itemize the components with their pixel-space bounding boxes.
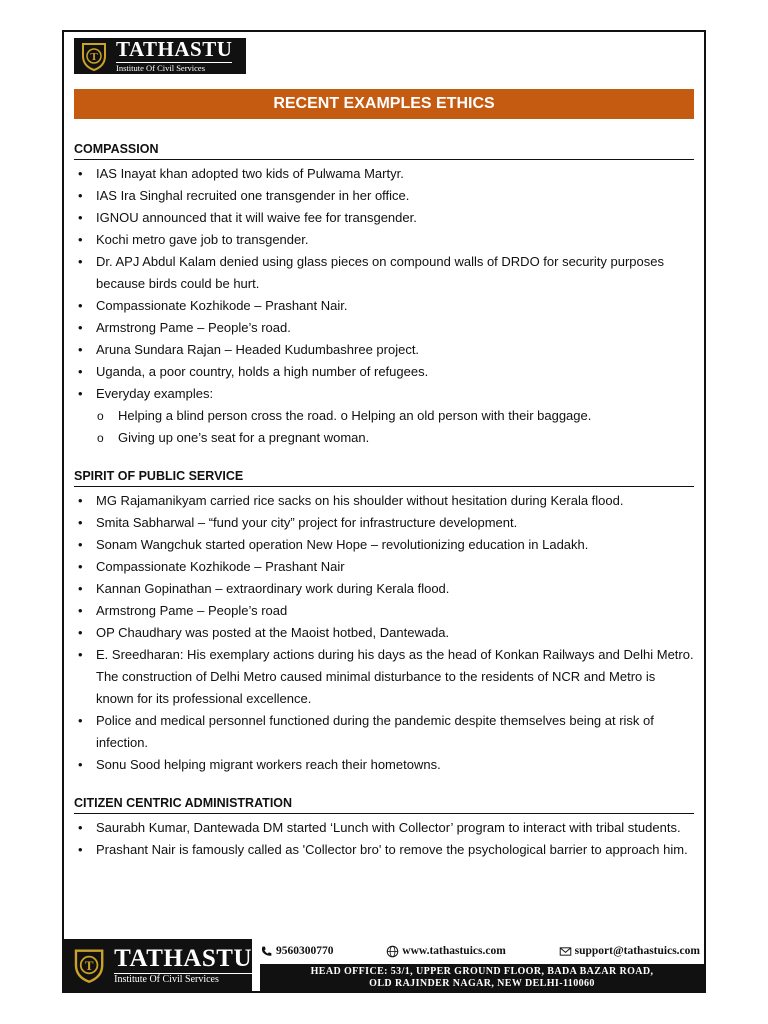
- list-item: • Aruna Sundara Rajan – Headed Kudumbashree project.: [74, 339, 694, 361]
- list-item: • Police and medical personnel functioned during the pandemic despite themselves being at risk of infection.: [74, 710, 694, 754]
- list-item: • Armstrong Pame – People’s road.: [74, 317, 694, 339]
- phone-icon: [260, 945, 273, 958]
- globe-icon: [386, 945, 399, 958]
- footer-brand-name: TATHASTU: [114, 944, 252, 972]
- footer-logo: [64, 939, 252, 991]
- section-heading: COMPASSION: [74, 142, 694, 160]
- footer-brand-subtitle: Institute Of Civil Services: [114, 973, 252, 985]
- phone-contact: [260, 945, 334, 958]
- email-link[interactable]: support@tathastuics.com: [574, 945, 700, 957]
- list-item: • IGNOU announced that it will waive fee for transgender.: [74, 207, 694, 229]
- section-compassion: [74, 142, 694, 449]
- bullet-list: [74, 490, 694, 776]
- section-citizen-centric: [74, 796, 694, 861]
- list-item: • Uganda, a poor country, holds a high number of refugees.: [74, 361, 694, 383]
- section-heading: CITIZEN CENTRIC ADMINISTRATION: [74, 796, 694, 814]
- sub-bullet-list: [74, 405, 694, 449]
- brand-subtitle: Institute Of Civil Services: [116, 62, 232, 73]
- email-contact[interactable]: [559, 945, 700, 958]
- list-item: • Compassionate Kozhikode – Prashant Nair: [74, 556, 694, 578]
- page-title: RECENT EXAMPLES ETHICS: [74, 89, 694, 119]
- list-item: • IAS Ira Singhal recruited one transgender in her office.: [74, 185, 694, 207]
- mail-icon: [559, 945, 572, 958]
- list-item: o Helping a blind person cross the road. o Helping an old person with their baggage.: [74, 405, 694, 427]
- list-item: • MG Rajamanikyam carried rice sacks on his shoulder without hesitation during Kerala flood.: [74, 490, 694, 512]
- list-item: • E. Sreedharan: His exemplary actions during his days as the head of Konkan Railways and Delhi Metro. The construction of Delhi Metro caused minimal disturbance to the residents of NCR and Metro is known for its professional excellence.: [74, 644, 694, 710]
- list-item: • Armstrong Pame – People’s road: [74, 600, 694, 622]
- list-item: • Sonu Sood helping migrant workers reach their hometowns.: [74, 754, 694, 776]
- section-public-service: [74, 469, 694, 776]
- bullet-list: [74, 163, 694, 449]
- footer-brand-text: [114, 946, 252, 985]
- website-contact[interactable]: [386, 945, 506, 958]
- head-office-address: [260, 964, 704, 991]
- list-item: • Saurabh Kumar, Dantewada DM started ‘Lunch with Collector’ program to interact with tribal students.: [74, 817, 694, 839]
- list-item: • Prashant Nair is famously called as 'Collector bro' to remove the psychological barrier to approach him.: [74, 839, 694, 861]
- address-line-1: HEAD OFFICE: 53/1, UPPER GROUND FLOOR, BADA BAZAR ROAD,: [310, 966, 654, 977]
- list-item: • Compassionate Kozhikode – Prashant Nair.: [74, 295, 694, 317]
- shield-emblem-icon: [70, 945, 108, 985]
- footer: [64, 939, 704, 991]
- website-link[interactable]: www.tathastuics.com: [402, 945, 506, 957]
- list-item: o Giving up one’s seat for a pregnant woman.: [74, 427, 694, 449]
- brand-name: TATHASTU: [116, 37, 233, 62]
- bullet-list: [74, 817, 694, 861]
- list-item: • Dr. APJ Abdul Kalam denied using glass pieces on compound walls of DRDO for security purposes because birds could be hurt.: [74, 251, 694, 295]
- list-item: • OP Chaudhary was posted at the Maoist hotbed, Dantewada.: [74, 622, 694, 644]
- phone-number: 9560300770: [276, 945, 334, 957]
- list-item: • Everyday examples:: [74, 383, 694, 405]
- list-item: • Kannan Gopinathan – extraordinary work during Kerala flood.: [74, 578, 694, 600]
- content: [74, 142, 694, 861]
- contact-row: [260, 941, 700, 961]
- document-page: [62, 30, 706, 993]
- shield-emblem-icon: [78, 40, 110, 72]
- svg-text:T: T: [84, 957, 94, 973]
- section-heading: SPIRIT OF PUBLIC SERVICE: [74, 469, 694, 487]
- list-item: • Kochi metro gave job to transgender.: [74, 229, 694, 251]
- list-item: • Sonam Wangchuk started operation New Hope – revolutionizing education in Ladakh.: [74, 534, 694, 556]
- list-item: • Smita Sabharwal – “fund your city” project for infrastructure development.: [74, 512, 694, 534]
- brand-text: [116, 39, 232, 73]
- header-logo: [74, 38, 246, 74]
- address-line-2: OLD RAJINDER NAGAR, NEW DELHI-110060: [369, 978, 595, 989]
- svg-text:T: T: [90, 51, 98, 63]
- list-item: • IAS Inayat khan adopted two kids of Pulwama Martyr.: [74, 163, 694, 185]
